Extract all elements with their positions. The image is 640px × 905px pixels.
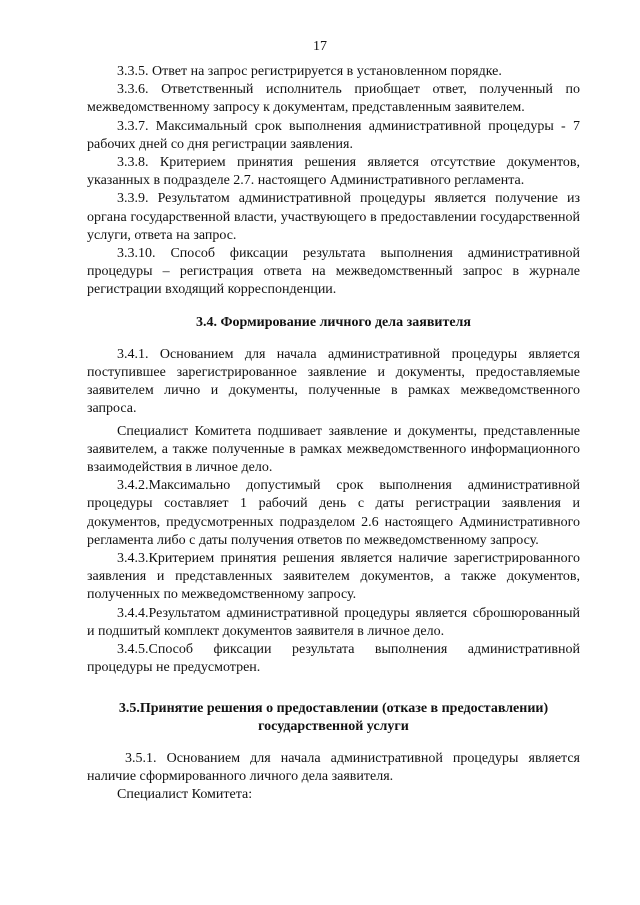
paragraph-3-3-6: 3.3.6. Ответственный исполнитель приобщает ответ, полученный по межведомственному запросу к документам, представленным заявителем.: [87, 82, 580, 116]
paragraph-3-5-1: 3.5.1. Основанием для начала административной процедуры является наличие сформированного личного дела заявителя.: [87, 750, 580, 785]
section-3-5: [87, 700, 580, 805]
section-heading-3-5-line-2: государственной услуги: [258, 718, 409, 734]
paragraph-3-4-3: 3.4.3.Критерием принятия решения является наличие зарегистрированного заявления и представленных заявителем документов, а также документов, полученных по межведомственному запросу.: [87, 551, 580, 603]
section-heading-3-4: 3.4. Формирование личного дела заявителя: [196, 314, 471, 330]
paragraph-3-3-10: 3.3.10. Способ фиксации результата выполнения административной процедуры – регистрация ответа на межведомственный запрос в журнале регистрации входящий корреспонденции.: [87, 246, 580, 298]
paragraph-3-3-8: 3.3.8. Критерием принятия решения является отсутствие документов, указанных в подразделе 2.7. настоящего Административного регламента.: [87, 155, 580, 189]
paragraph-3-3-5: 3.3.5. Ответ на запрос регистрируется в установленном порядке.: [117, 64, 502, 79]
paragraph-3-3-7: 3.3.7. Максимальный срок выполнения административной процедуры - 7 рабочих дней со дня регистрации заявления.: [87, 118, 580, 152]
paragraph-3-4-1: 3.4.1. Основанием для начала административной процедуры является поступившее зарегистрированное заявление и документы, предоставляемые заявителем лично и документы, полученные в рамках межведомственного запроса.: [87, 346, 580, 417]
paragraph-specialist-binds: Специалист Комитета подшивает заявление и документы, представленные заявителем, а также полученные в рамках межведомственного информационного взаимодействия в личное дело.: [87, 423, 580, 476]
paragraph-3-3-9: 3.3.9. Результатом административной процедуры является получение из органа государственной власти, участвующего в предоставлении государственной услуги, ответа на запрос.: [87, 191, 580, 243]
document-body: [87, 63, 580, 805]
paragraph-3-4-2: 3.4.2.Максимально допустимый срок выполнения административной процедуры составляет 1 рабочий день с даты регистрации заявления и документов, предусмотренных подразделом 2.6 настоящего Административного регламента либо с даты получения ответов по межведомственному запросу.: [87, 478, 580, 548]
paragraph-3-4-5: 3.4.5.Способ фиксации результата выполнения административной процедуры не предусмотрен.: [87, 642, 580, 676]
section-3-4: [87, 314, 580, 678]
page-number: 17: [313, 39, 327, 54]
paragraph-3-4-4: 3.4.4.Результатом административной процедуры является сброшюрованный и подшитый комплект документов заявителя в личное дело.: [87, 605, 580, 639]
section-3-3-continuation: [87, 63, 580, 300]
section-heading-3-5-line-1: 3.5.Принятие решения о предоставлении (отказе в предоставлении): [118, 700, 549, 716]
section-heading-3-5: [87, 700, 580, 736]
paragraph-specialist-label: Специалист Комитета:: [117, 787, 253, 803]
